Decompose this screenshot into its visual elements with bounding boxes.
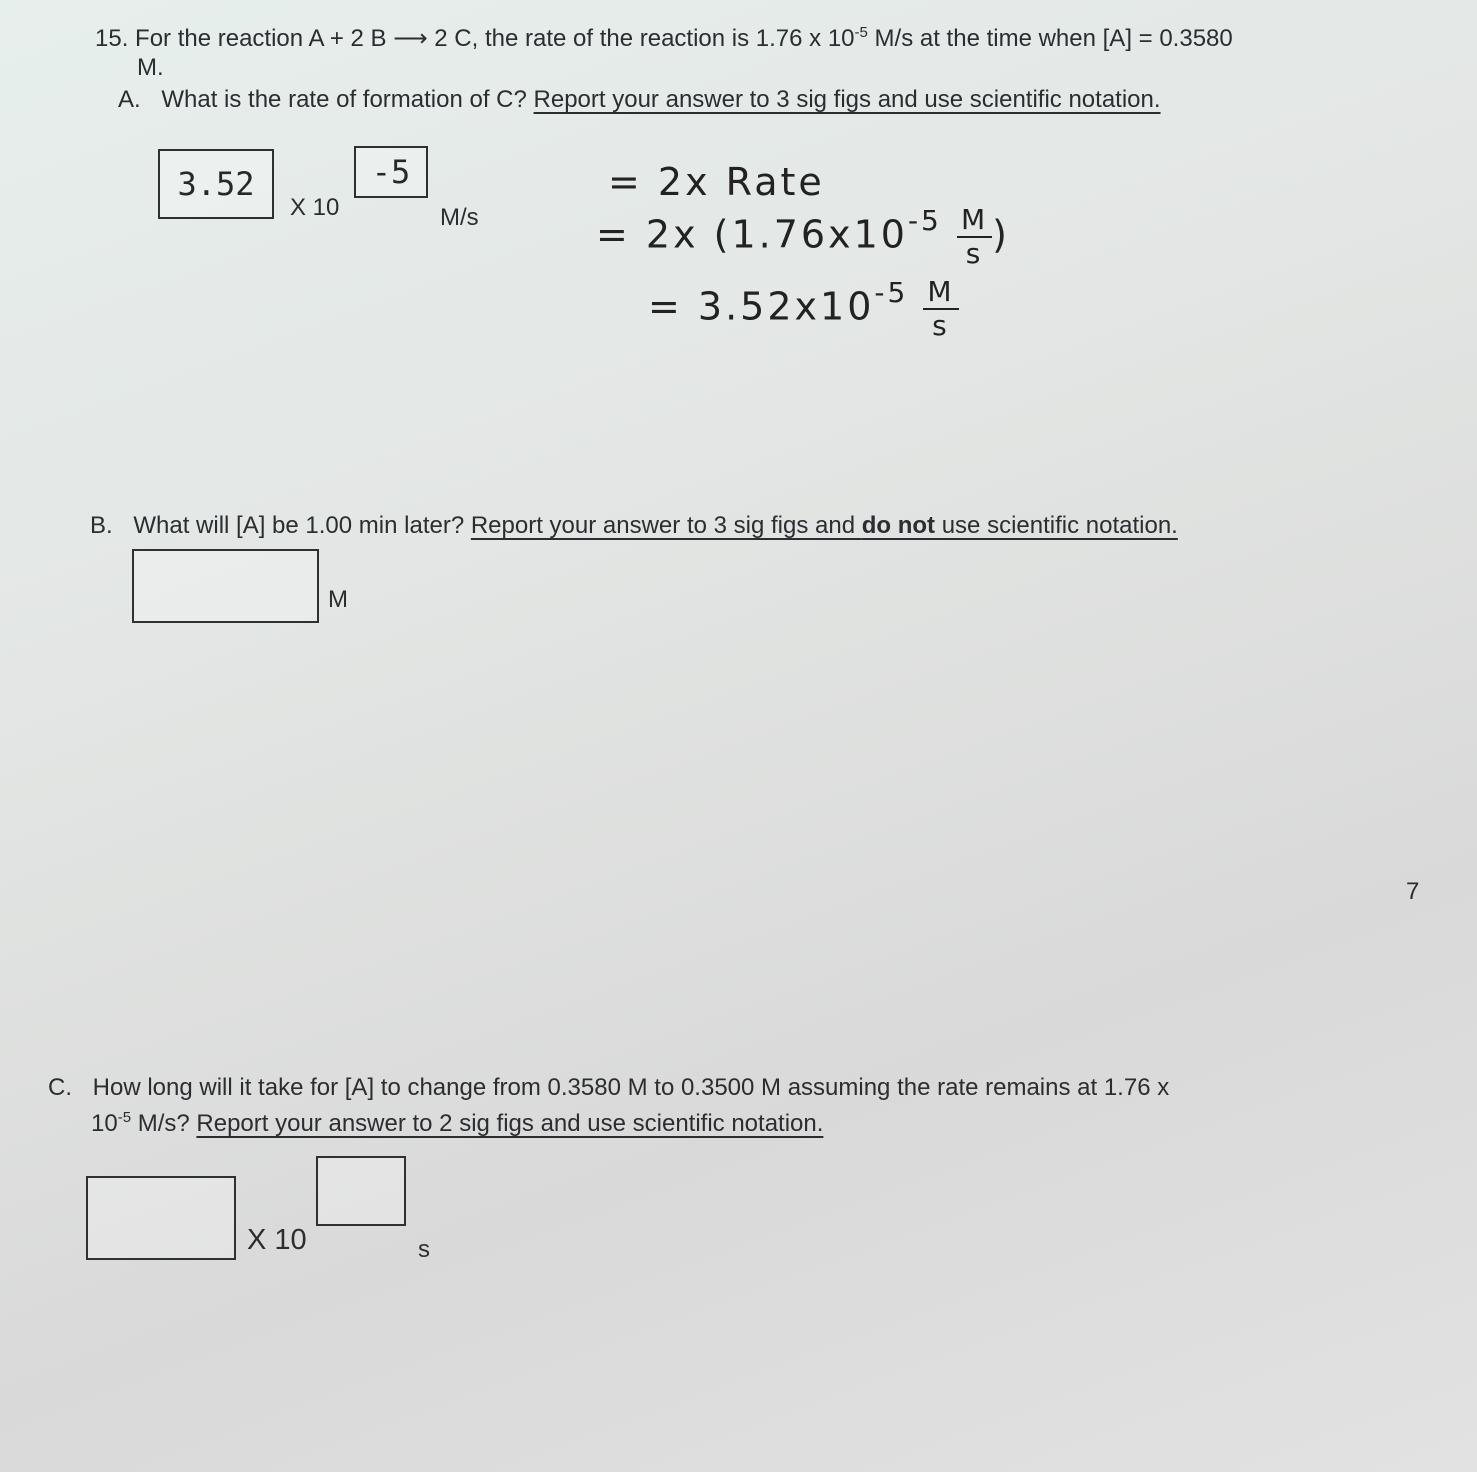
question-stem-exponent: -5	[854, 24, 868, 41]
work-line-2-unit-num: M	[957, 206, 992, 238]
part-a-answer-input[interactable]: 3.52	[158, 149, 274, 219]
work-line-3-text: = 3.52x10	[648, 284, 875, 329]
part-c-exponent-input[interactable]	[316, 1156, 406, 1226]
part-c-question-end: M/s?	[131, 1110, 190, 1137]
part-a-letter: A.	[118, 86, 141, 113]
work-line-2-unit-den: s	[965, 237, 984, 270]
part-b-letter: B.	[90, 512, 113, 539]
part-a-unit: M/s	[440, 204, 479, 231]
part-b-instruction-pre: Report your answer to 3 sig figs and	[470, 512, 862, 539]
work-line-3-unit-den: s	[932, 309, 950, 342]
question-stem	[95, 24, 1233, 53]
part-c-prompt-line2	[91, 1110, 823, 1138]
part-c-base: 10	[91, 1110, 118, 1137]
question-stem-text-2: M/s at the time when [A] = 0.3580	[867, 25, 1233, 52]
part-a-prompt	[118, 86, 1161, 114]
work-line-2-exponent: -5	[907, 203, 942, 237]
work-line-2-unit-fraction	[957, 203, 992, 270]
part-c-instruction: Report your answer to 2 sig figs and use scientific notation.	[196, 1110, 824, 1137]
work-line-3-unit-fraction	[923, 275, 958, 342]
part-c-times-ten: X 10	[247, 1224, 307, 1256]
part-c-exponent: -5	[117, 1109, 132, 1126]
question-stem-line2: M.	[137, 54, 164, 81]
part-a-times-ten: X 10	[290, 194, 340, 221]
part-c-answer-input[interactable]	[86, 1176, 236, 1260]
question-stem-text: For the reaction A + 2 B ⟶ 2 C, the rate of the reaction is 1.76 x 10	[135, 25, 855, 52]
work-line-1: = 2x Rate	[608, 160, 825, 204]
work-line-2-close: )	[992, 212, 1010, 257]
part-b-prompt	[90, 512, 1178, 540]
work-line-3-exponent: -5	[874, 275, 909, 309]
part-c-question: How long will it take for [A] to change from 0.3580 M to 0.3500 M assuming the rate remains at 1.76 x	[92, 1074, 1170, 1101]
part-a-exponent-input[interactable]: -5	[354, 146, 428, 198]
part-a-question: What is the rate of formation of C?	[161, 86, 527, 113]
part-b-instruction-bold: do not	[861, 512, 936, 539]
work-line-3-unit-num: M	[923, 278, 958, 310]
part-b-instruction-post: use scientific notation.	[935, 512, 1178, 539]
part-c-unit: s	[418, 1236, 430, 1263]
part-b-unit: M	[328, 586, 348, 613]
work-line-2	[596, 203, 1010, 270]
part-b-instruction	[471, 512, 1178, 539]
page-number: 7	[1406, 878, 1420, 905]
part-b-answer-input[interactable]	[132, 549, 319, 623]
work-line-3	[648, 275, 959, 342]
part-b-question: What will [A] be 1.00 min later?	[133, 512, 465, 539]
question-number: 15.	[95, 25, 129, 52]
work-line-2-text: = 2x (1.76x10	[596, 212, 908, 257]
part-c-prompt-line1	[48, 1074, 1169, 1102]
part-a-instruction: Report your answer to 3 sig figs and use scientific notation.	[533, 86, 1161, 113]
part-c-letter: C.	[48, 1074, 72, 1101]
